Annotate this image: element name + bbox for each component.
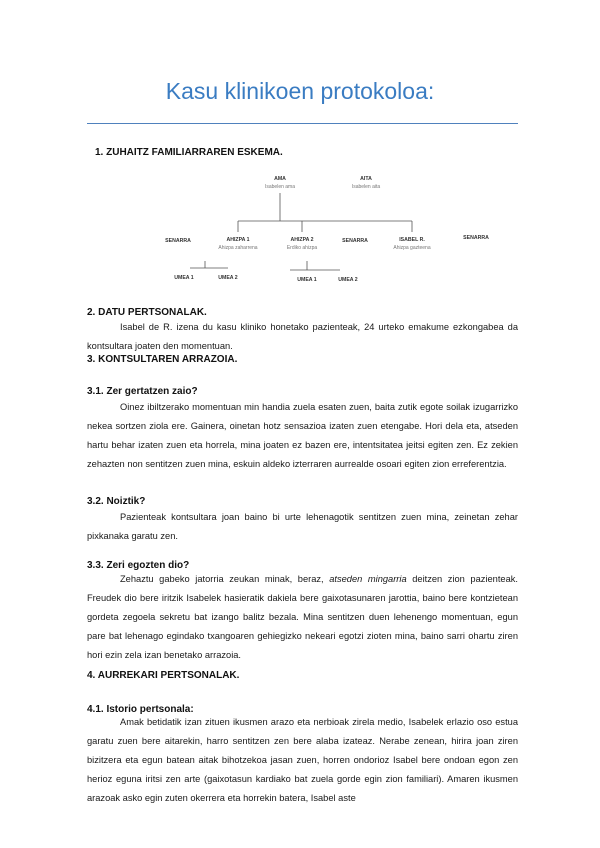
tree-node-mother-sub: Isabelen ama <box>264 184 296 190</box>
section-3-2-text: Pazienteak kontsultara joan baino bi urte lehenagotik sentitzen zuen mina, zeinetan zehar pixkanaka garatu zen. <box>87 512 518 541</box>
tree-node-spouse-left: SENARRA <box>165 238 191 244</box>
section-3-3-text <box>87 570 518 665</box>
section-4-1-heading: 4.1. Istorio pertsonala: <box>87 704 194 715</box>
section-3-3-text-emphasis: atseden mingarria <box>329 574 407 584</box>
tree-node-child-a1: UMEA 1 <box>174 275 194 281</box>
section-3-3-text-a: Zehaztu gabeko jatorria zeukan minak, beraz, <box>120 574 330 584</box>
section-3-3-text-b: deitzen zion pazienteak. Freudek dio bere iritzik Isabelek hasieratik dakiela bere gaixotasunaren jarottia, baino bere kontzietean gordeta zegoela sekretu bat izango balitz bezala. Mina sentitzen duen lehenengo momentuan, egun pare bat lehenago egindako txangoaren gehiegizko nekeari egotzi zioten mina, baino sarri ohartu ziren hori ezin zela izan benetako arrazoia. <box>87 574 518 660</box>
title-divider <box>87 123 518 124</box>
page-title: Kasu klinikoen protokoloa: <box>165 78 435 104</box>
section-3-heading: 3. KONTSULTAREN ARRAZOIA. <box>87 354 238 365</box>
section-1-heading: 1. ZUHAITZ FAMILIARRAREN ESKEMA. <box>95 147 283 158</box>
tree-node-sibling-1-sub: Ahizpa zaharrena <box>218 245 258 251</box>
tree-node-sibling-2-sub: Erdiko ahizpa <box>286 245 318 251</box>
section-2-text: Isabel de R. izena du kasu kliniko honetako pazienteak, 24 urteko emakume ezkongabea da kontsultara joaten den momentuan. <box>87 322 518 351</box>
tree-node-father-sub: Isabelen aita <box>351 184 381 190</box>
section-3-2-heading: 3.2. Noiztik? <box>87 496 146 507</box>
tree-node-spouse-right: SENARRA <box>463 235 489 241</box>
section-3-1-heading: 3.1. Zer gertatzen zaio? <box>87 386 198 397</box>
tree-node-isabel-sub: Ahizpa gazteena <box>393 245 431 251</box>
family-tree-diagram <box>150 168 510 293</box>
tree-node-father: AITA <box>360 176 372 182</box>
tree-node-mother: AMA <box>274 176 286 182</box>
tree-node-sibling-2: AHIZPA 2 <box>290 237 314 243</box>
tree-node-sibling-1: AHIZPA 1 <box>226 237 250 243</box>
tree-node-child-b2: UMEA 2 <box>338 277 358 283</box>
section-3-1-text: Oinez ibiltzerako momentuan min handia zuela esaten zuen, baita zutik egote soilak izugarrizko nekea sortzen ziola ere. Gainera, oinetan hotz sensazioa izaten zuen etengabe. Hori dela eta, atseden hartu behar izaten zuen eta horrela, mina joaten ez bazen ere, intentsitatea jeitsi egiten zen. Ez zekien zehazten non sentitzen zuen mina, eskuin aldeko izterraren aurrealde osoari egiten zion erreferentzia. <box>87 402 518 469</box>
section-3-3-heading: 3.3. Zeri egozten dio? <box>87 560 190 571</box>
tree-node-isabel: ISABEL R. <box>399 237 425 243</box>
section-4-1-text: Amak betidatik izan zituen ikusmen arazo eta nerbioak zirela medio, Isabelek erlazio oso estua garatu zuen bere aitarekin, harro sentitzen zen bere alaba izateaz. Nerabe zenean, hirira joan ziren bizitzera eta egun batean aitak bihotzekoa jasan zuen, horren ondorioz Isabel bere ondoan egon zen herioz eguna iritsi zen arte (gaixotasun kardiako bat zuela gorde egin zion familiari). Amaren ikusmen arazoak asko egin zuten okerrera eta horrekin batera, Isabel aste <box>87 717 518 803</box>
section-2-heading: 2. DATU PERTSONALAK. <box>87 307 207 318</box>
tree-node-child-b1: UMEA 1 <box>297 277 317 283</box>
section-4-heading: 4. AURREKARI PERTSONALAK. <box>87 670 240 681</box>
tree-node-child-a2: UMEA 2 <box>218 275 238 281</box>
tree-node-spouse-mid: SENARRA <box>342 238 368 244</box>
